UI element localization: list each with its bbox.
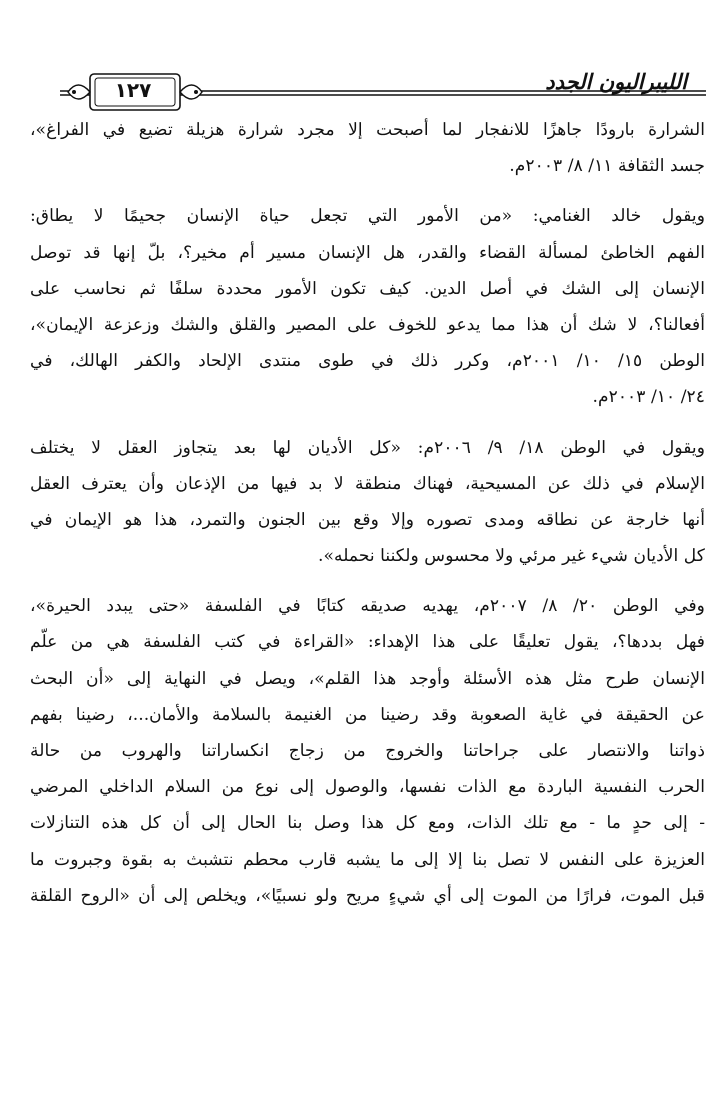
text-line: الفهم الخاطئ لمسألة القضاء والقدر، هل الإنسان مسير أم مخير؟، بلّ إنها قد توصل	[30, 242, 705, 263]
running-title: الليبراليون الجدد	[545, 70, 687, 94]
text-line: - إلى حدٍ ما - مع تلك الذات، ومع كل هذا وصل بنا الحال إلى أن كل هذه التنازلات	[30, 813, 705, 834]
text-line: الشرارة بارودًا جاهزًا للانفجار لما أصبحت إلا مجرد شرارة هزيلة تضيع في الفراغ»،	[30, 120, 705, 140]
text-line: ذواتنا والانتصار على جراحاتنا والخروج من زجاج انكساراتنا والهروب من حالة	[30, 741, 705, 761]
paragraph	[30, 588, 705, 914]
body-text	[30, 112, 705, 914]
text-line: عن الحقيقة في غاية الصعوبة وقد رضينا من الغنيمة بالسلامة والأمان...، رضينا بفهم	[30, 704, 705, 725]
text-line: الإنسان طرح مثل هذه الأسئلة وأوجد هذا القلم»، ويصل في النهاية إلى «أن البحث	[30, 668, 705, 689]
text-line: قبل الموت، فرارًا من الموت إلى أي شيءٍ مريح ولو نسبيًا»، ويخلص إلى أن «الروح القلقة	[30, 885, 705, 906]
text-line: جسد الثقافة ١١/ ٨/ ٢٠٠٣م.	[509, 156, 705, 177]
text-line: فهل بددها؟، يقول تعليقًا على هذا الإهداء: «القراءة في كتب الفلسفة هي من علّم	[30, 632, 705, 653]
paragraph	[30, 430, 705, 575]
text-line: الإسلام في ذلك عن المسيحية، فهناك منطقة لا بد فيها من الإذعان وأن يعترف العقل	[30, 473, 705, 494]
text-line: العزيزة على النفس لا تصل بنا إلا إلى ما يشبه قارب محطم نتشبث به بقوة وجبروت ما	[30, 849, 705, 870]
text-line: وفي الوطن ٢٠/ ٨/ ٢٠٠٧م، يهديه صديقه كتابًا في الفلسفة «حتى يبدد الحيرة»،	[30, 596, 705, 617]
page-number: ١٢٧	[114, 78, 152, 102]
text-line: الوطن ١٥/ ١٠/ ٢٠٠١م، وكرر ذلك في طوى منتدى الإلحاد والكفر الهالك، في	[30, 351, 705, 372]
paragraph	[30, 112, 705, 184]
text-line: كل الأديان شيء غير مرئي ولا محسوس ولكننا نحمله».	[318, 546, 705, 567]
paragraph	[30, 198, 705, 415]
text-line: ويقول في الوطن ١٨/ ٩/ ٢٠٠٦م: «كل الأديان لها بعد يتجاوز العقل لا يختلف	[30, 437, 705, 458]
page-header	[0, 0, 717, 120]
text-line: أفعالنا؟، لا شك أن هذا مما يدعو للخوف على المصير والقلق والشك وزعزعة الإيمان»،	[30, 314, 705, 335]
text-line: الإنسان إلى الشك في أصل الدين. كيف تكون الأمور محددة سلفًا ثم نحاسب على	[30, 278, 705, 299]
text-line: أنها خارجة عن نطاقه ومدى تصوره وإلا وقع بين الجنون والتمرد، هذا هو الإيمان في	[30, 509, 705, 530]
text-line: ويقول خالد الغنامي: «من الأمور التي تجعل حياة الإنسان جحيمًا لا يطاق:	[30, 206, 705, 227]
text-line: ٢٤/ ١٠/ ٢٠٠٣م.	[592, 387, 705, 408]
text-line: الحرب النفسية الباردة مع الذات نفسها، والوصول إلى نوع من السلام الداخلي المرضي	[30, 777, 705, 798]
